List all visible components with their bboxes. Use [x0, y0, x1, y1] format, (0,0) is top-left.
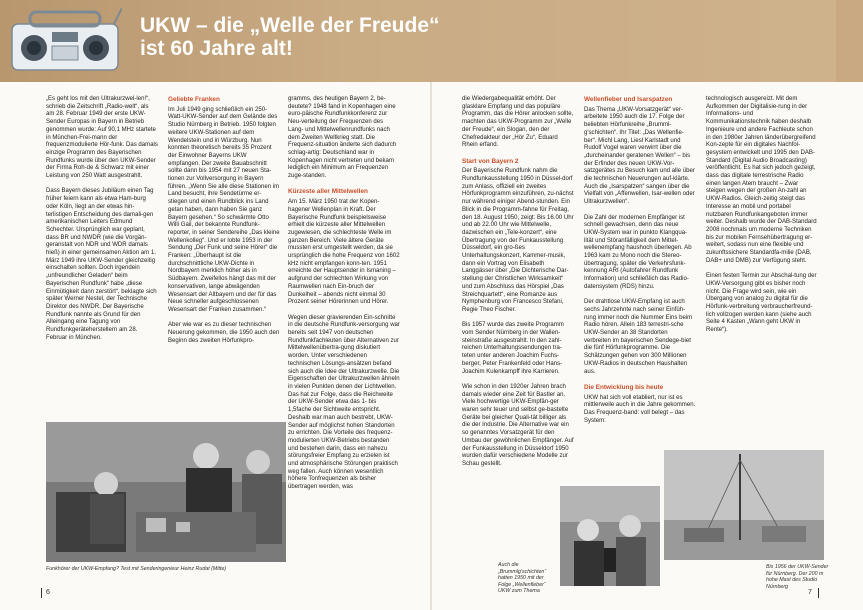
column-2: [168, 96, 280, 353]
column-3: [288, 96, 400, 500]
column-5: [584, 96, 696, 433]
paragraph: Die Zahl der modernen Empfänger ist schnell gewachsen, denn das neue UKW-System war in punkto Klangqua-lität und Störanfälligkeit dem Mittel-wellenempfang haushoch überlegen. Ab 1963 kam zu Mono noch die Stereo-übertragung, später die Verkehrsfunk-kennung ARI (Autofahrer Rundfunk Information) und schließlich das Radio-datensystem (RDS) hinzu.: [584, 214, 692, 290]
photo-engineers: [46, 422, 286, 562]
paragraph: Aber wie war es zu dieser technischen Neuerung gekommen, die 1950 auch den Beginn des zweiten Hörfunkpro-: [168, 322, 280, 344]
paragraph: Wie schon in den 1920er Jahren brach damals wieder eine Zeit für Bastler an. Viele hochwertige UKW-Empfän-ger waren sehr teuer und selbst ge-bastelte Geräte bei gleicher Quali-tät billiger als die der Industrie. Die Alternative war ein so genanntes Vorsatzgerät für den Umbau der gewöhnlichen Empfänger. Auf der Funkausstellung in Düsseldorf 1950 wurden dafür verschiedene Modelle zur Schau gestellt.: [462, 383, 574, 467]
paragraph: technologisch ausgereizt. Mit dem Aufkommen der Digitalisie-rung in der Informations- und Kommunikationstechnik haben deshalb Ingenieure und andere Fachleute schon in den 1980er Jahren länderübergreifend Kon-zepte für ein digitales Nachfol-gesystem entwickelt und 1995 den DAB-Standard (Digital Audio Broadcasting) veröffentlicht. Es hat sich jedoch gezeigt, dass das digitale terrestrische Radio einen langen Atem braucht – Zwar steigen wegen der großen An-zahl an UKW-Radios. Gleich-zeitig steigt das Interesse an mobil und portabel nutzbaren Rundfunkangeboten immer weiter. Deshalb wurde der DAB-Standard 2008 nochmals um moderne Techniken bis zur mobilen Fernsehübertragung er-weitert, sodass nun eine flexible und zukunftssichere Standardfa-milie (DAB, DAB+ und DMB) zur Verfügung steht.: [706, 96, 817, 264]
paragraph: „Es geht los mit den Ultrakurzwel-len!“, schrieb die Zeitschrift „Radio-welt“, als am 28. Februar 1949 der erste UKW-Sender Europas in Bayern in Betrieb genommen wurde: Auf 90,1 MHz startete in München-Frei-mann der frequenzmodulierte Hör-funk. Das damals einzige Programm des Bayerischen Rundfunks wurde über den UKW-Sender der Firma Roh-de & Schwarz mit einer Leistung von 250 Watt ausgestrahlt.: [46, 96, 158, 180]
paragraph: Bis 1957 wurde das zweite Programm vom Sender Nürnberg in der Wallen-steinstraße ausgestrahlt. In den zahl-reichen Unterhaltungssendungen tra-teten unter anderen Joachim Fuchs-berger, Peter Frankenfeld oder Hans-Joachim Kulenkampff ihre Karrieren.: [462, 322, 564, 375]
column-1: [46, 96, 158, 350]
column-4: [462, 96, 574, 476]
page-title: UKW – die „Welle der Freude“ ist 60 Jahre alt!: [140, 14, 440, 60]
paragraph: Am 15. März 1950 trat der Kopen-hagener Wellenplan in Kraft. Der Bayerische Rundfunk beispielsweise erhielt die kürzeste aller Mittelwellen zugewiesen, die schlechteste Welle im ganzen Bereich. Viele ältere Geräte mussten erst umgestellt werden, da sie ursprünglich die hohe Frequenz von 1602 kHz nicht empfangen konn-ten. 1951 erreichte der Hauptsender in Ismaning – aufgrund der schlechten Wirkung von Raumwellen nach Ein-bruch der Dunkelheit – abends nicht einmal 30 Prozent seiner Hörerinnen und Hörer.: [288, 199, 400, 306]
page-number-left: 6: [46, 589, 50, 596]
paragraph: Wegen dieser gravierenden Ein-schnitte in die deutsche Rundfunk-versorgung war bereits seit 1947 von deutschen Rundfunkfachleuten über Alternativen zur Mittelwellenübertra-gung diskutiert worden. Unter verschiedenen technischen Lösungs-ansätzen befand sich auch die Idee der Ultrakurzwelle. Die Eigenschaften der Ultrakurzwellen ähneln in vielen Punkten denen der Lichtwellen. Das hat zur Folge, dass die Reichweite der UKW-Sender etwa das 1- bis 1,5fache der Sichtweite entspricht. Deshalb war man auch bestrebt, UKW-Sender auf möglichst hohen Standorten zu errichten. Die Vorteile des frequenz-modulierten UKW-Betriebs bestanden und bestehen darin, dass ein nahezu störungsfreier Empfang zu erzielen ist und atmosphärische Störungen praktisch weg fallen. Auch können wesentlich höhere Tonfrequenzen als bisher übertragen werden, was: [288, 314, 400, 491]
page-number-rule: [41, 588, 42, 598]
paragraph: Im Juli 1949 ging schließlich ein 250-Watt-UKW-Sender auf dem Gelände des Studio Nürnberg in Betrieb. 1950 folgten weitere UKW-Stationen auf dem Wendelstein und in Würzburg. Nun konnten theoretisch bereits 35 Prozent der Einwohner Bayerns UKW empfangen. Der zweite Bauabschnitt sollte dann bis 1954 mit 27 neuen Sta-tionen zur Vollversorgung in Bayern führen. „Wenn Sie alle diese Stationen im Land besucht, ihre Sendetürme er-stiegen und einen Rundblick ins Land getan haben, dann haben Sie ganz Bayern gesehen.“ So schwärmte Otto Willi Gail, der bekannte Rundfunk-reporter, in seiner Sendereihe „Das kleine Wellenkolleg“. Und er lobte 1953 in der Sendung „Der Funk und seine Hörer“ die Franken: „Überhaupt ist die durchschnittliche UKW-Dichte in Nordbayern merklich höher als in Südbayern. Zweifellos hängt das mit der konservativen, lange abwägenden Wesensart der Altbayern und der für das Neue schneller aufgeschlossenen Wesensart der Franken zusammen.“: [168, 106, 280, 313]
callout-text: UKW hat sich voll etabliert, nur ist es mittlerweile auch in die Jahre gekommen. Das Frequenz-band: voll belegt – das System:: [584, 394, 696, 424]
photo-caption: Bis 1956 der UKW-Sender für Nürnberg. Der 200 m hohe Mast des Studio Nürnberg: [766, 564, 829, 590]
paragraph: Der Bayerische Rundfunk nahm die Rundfunkausstellung 1950 in Düssel-dorf zum Anlass, offiziell ein zweites Hörfunkprogramm einzuführen, zu-nächst nur während einiger Abend-stunden. Ein Blick in die Programm-fahne für Freitag, den 18. August 1950, zeigt: Bis 16.00 Uhr und ab 22.00 Uhr wie Mittelwelle, dazwischen ein „Tele-konzert“, eine Übertragung von der Funkausstellung Düsseldorf, ein gro-ßes Unterhaltungskonzert, Kammer-musik, dann ein Vortrag von Elisabeth Langgässer über „Die Dichterische Dar-stellung der Christlichen Wirksamkeit“ und zum Abschluss das Hörspiel „Das Streichquartett“, eine Romanze aus Nymphenburg von Francesco Stefani, Regie Theo Fischer.: [462, 168, 574, 313]
photo-transmitter-tower: [664, 450, 824, 560]
section-heading: Kürzeste aller Mittelwellen: [288, 188, 368, 196]
section-heading: Die Entwicklung bis heute: [584, 383, 664, 391]
radio-icon: [10, 8, 122, 74]
section-heading: Geliebte Franken: [168, 96, 220, 103]
section-heading: Start von Bayern 2: [462, 157, 519, 165]
paragraph: Der drahtlose UKW-Empfang ist auch sechs Jahrzehnte nach seiner Einfüh-rung immer noch die Nummer Eins beim Radio hören. Allein 183 terrestri-sche UKW-Sender an 38 Standorten verbreiten im bayerischen Sendege-biet die fünf Hörfunkprogramme. Die Schätzungen gehen von 300 Millionen UKW-Radios in deutschen Haushalten aus.: [584, 299, 693, 375]
photo-caption: Auch die „Brummlg'schichten“ hatten 1950 mit der Folge „Wellenfieber“ UKW zum Thema: [498, 562, 547, 595]
paragraph: Dass Bayern dieses Jubiläum einen Tag früher feiern kann als etwa Ham-burg oder Köln, liegt an der etwas hin-terlistigen Entscheidung des damali-gen amerikanischen Leiters Edmund Schechter. Ursprünglich war geplant, dass BR und NWDR (wie die Vorgän-geranstalt von NDR und WDR damals hieß) in einer gemeinsamen Aktion am 1. März 1949 ihre UKW-Sender gleichzeitig einschalten sollten. Doch irgendein „unfreundlicher Geladen“ beim Bayerischen Rundfunk“ habe „diese Einmütigkeit dann zerstört“, beklagte sich später Werner Nestel, der Technische Direktor des NWDR. Der Bayerische Rundfunk nannte als Grund für den Alleingang eine Tagung von Rundfunkgeräteherstellern am 28. Februar in München.: [46, 188, 157, 341]
page-number-right: 7: [808, 589, 812, 596]
paragraph: Einen festen Termin zur Abschal-tung der UKW-Versorgung gibt es bisher noch nicht. Die Frage wird sein, wie ein Übergang von analog zu digital für die Hörfunk-verbreitung verbraucherfreund-lich vollzogen werden kann (siehe auch Seite 4 Kasten „Wann geht UKW in Rente“).: [706, 273, 817, 334]
gutter: [430, 82, 432, 610]
page-number-rule: [818, 588, 819, 598]
photo-brummlgschichten: [560, 486, 660, 586]
photo-caption: Funkhörer der UKW-Empfang? Test mit Senderingenieur Heinz Rudat (Mitte): [46, 566, 227, 572]
column-6: [706, 96, 818, 342]
paragraph: die Wiedergabequalität erhöht. Der glasklare Empfang und das populäre Programm, das die Hörer anlocken sollte, machten das UKW-Programm zur „Welle der Freude“, ein Slogan, den der Chefredakteur der „Hör Zu“, Eduard Rhein erfand.: [462, 96, 574, 149]
paragraph: Das Thema „UKW-Vorsatzgerät“ ver-arbeitete 1950 auch die 17. Folge der beliebten Hörfunkreihe „Brumml-g'schichten“. Ihr Titel: „Das Wellenfie-ber“. Michl Lang, Liesl Karlstadt und Rudolf Vogel waren verwirrt über die „durcheinander geratenen Wellen“ – bis der Erfinder des neuen UKW-Vor-satzgerätes zu Besuch kam und alle über die technischen Neuerungen auf-klärte. Auch die „Isarspatzen“ sangen über die Vielfalt von „Affenwellen, Isar-wellen oder Ultrakurzwellen“.: [584, 106, 695, 206]
paragraph: gramms, des heutigen Bayern 2, be-deutete? 1948 fand in Kopenhagen eine euro-päische Rundfunkkonferenz zur Neu-verteilung der Frequenzen des Lang- und Mittelwellenrundfunks nach dem Zweiten Weltkrieg statt. Die Frequenz-situation änderte sich dadurch schlag-artig: Deutschland war in Kopenhagen nicht vertreten und bekam lediglich ein Minimum an Frequenzen zuge-standen.: [288, 96, 397, 180]
section-heading: Wellenfieber und Isarspatzen: [584, 96, 673, 103]
